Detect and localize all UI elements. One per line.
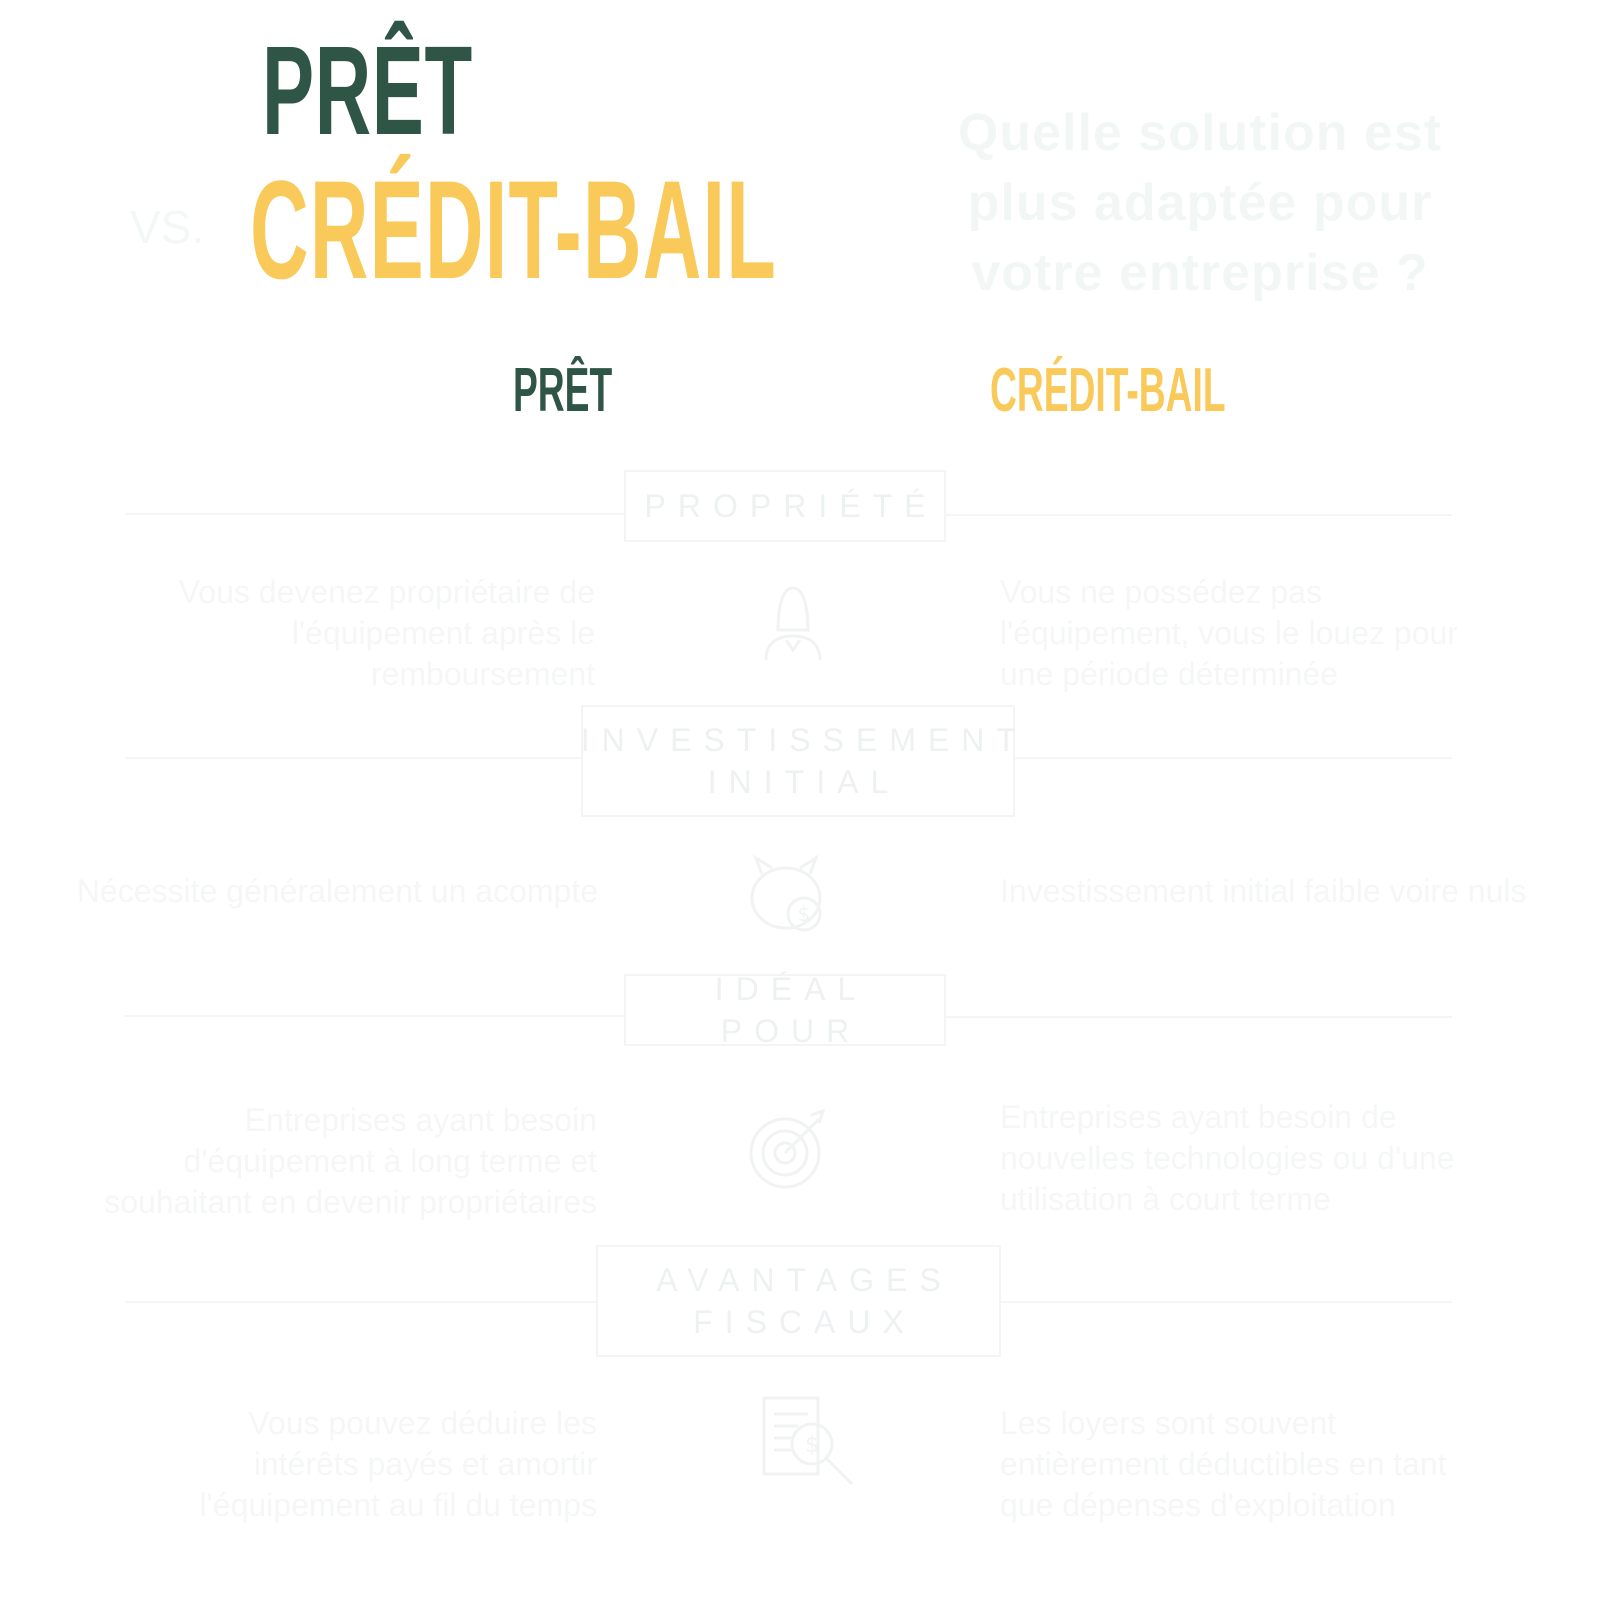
pret-ideal-pour-text: Entreprises ayant besoin d'équipement à long terme et souhaitant en devenir propriétaires xyxy=(104,1102,597,1220)
divider-line xyxy=(125,1301,597,1303)
target-icon xyxy=(745,1105,835,1195)
svg-text:$: $ xyxy=(797,902,811,926)
credit-bail-investissement-text: Investissement initial faible voire nuls xyxy=(1000,873,1527,909)
section-label-text: AVANTAGES FISCAUX xyxy=(656,1262,953,1340)
credit-bail-avantages-fiscaux-text: Les loyers sont souvent entièrement déductibles en tant que dépenses d'exploitation xyxy=(1000,1405,1447,1523)
piggy-bank-icon xyxy=(744,850,834,940)
section-label-text: IDÉAL POUR xyxy=(714,971,868,1049)
divider-line xyxy=(946,514,1452,516)
divider-line xyxy=(125,1015,625,1017)
column-heading-pret: PRÊT xyxy=(513,356,613,425)
header-vs: VS. xyxy=(130,201,205,253)
section-label-text: PROPRIÉTÉ xyxy=(644,488,938,524)
svg-text:$: $ xyxy=(805,1433,819,1458)
column-heading-credit-bail: CRÉDIT-BAIL xyxy=(990,356,1226,425)
pret-avantages-fiscaux-text: Vous pouvez déduire les intérêts payés et amortir l'équipement au fil du temps xyxy=(199,1405,597,1523)
credit-bail-ideal-pour-text: Entreprises ayant besoin de nouvelles technologies ou d'une utilisation à court terme xyxy=(1000,1099,1455,1217)
section-label-investissement-initial xyxy=(580,705,1028,817)
pret-propriete-text: Vous devenez propriétaire de l'équipement après le remboursement xyxy=(178,574,595,692)
header-title-pret: PRÊT xyxy=(262,20,473,161)
header-title-credit-bail: CRÉDIT-BAIL xyxy=(250,151,778,308)
tax-document-icon xyxy=(758,1392,858,1492)
section-label-ideal-pour xyxy=(624,971,946,1049)
divider-line xyxy=(125,757,582,759)
section-label-propriete xyxy=(624,470,946,542)
divider-line xyxy=(1014,757,1452,759)
divider-line xyxy=(1001,1301,1452,1303)
section-label-text: INVESTISSEMENT INITIAL xyxy=(580,722,1028,800)
divider-line xyxy=(125,513,625,515)
section-label-avantages-fiscaux xyxy=(596,1245,1001,1357)
header-question: Quelle solution est plus adaptée pour votre entreprise ? xyxy=(957,104,1443,302)
credit-bail-propriete-text: Vous ne possédez pas l'équipement, vous le louez pour une période déterminée xyxy=(1000,574,1458,692)
person-icon xyxy=(748,578,838,668)
divider-line xyxy=(946,1016,1452,1018)
pret-investissement-text: Nécessite généralement un acompte xyxy=(76,873,598,909)
